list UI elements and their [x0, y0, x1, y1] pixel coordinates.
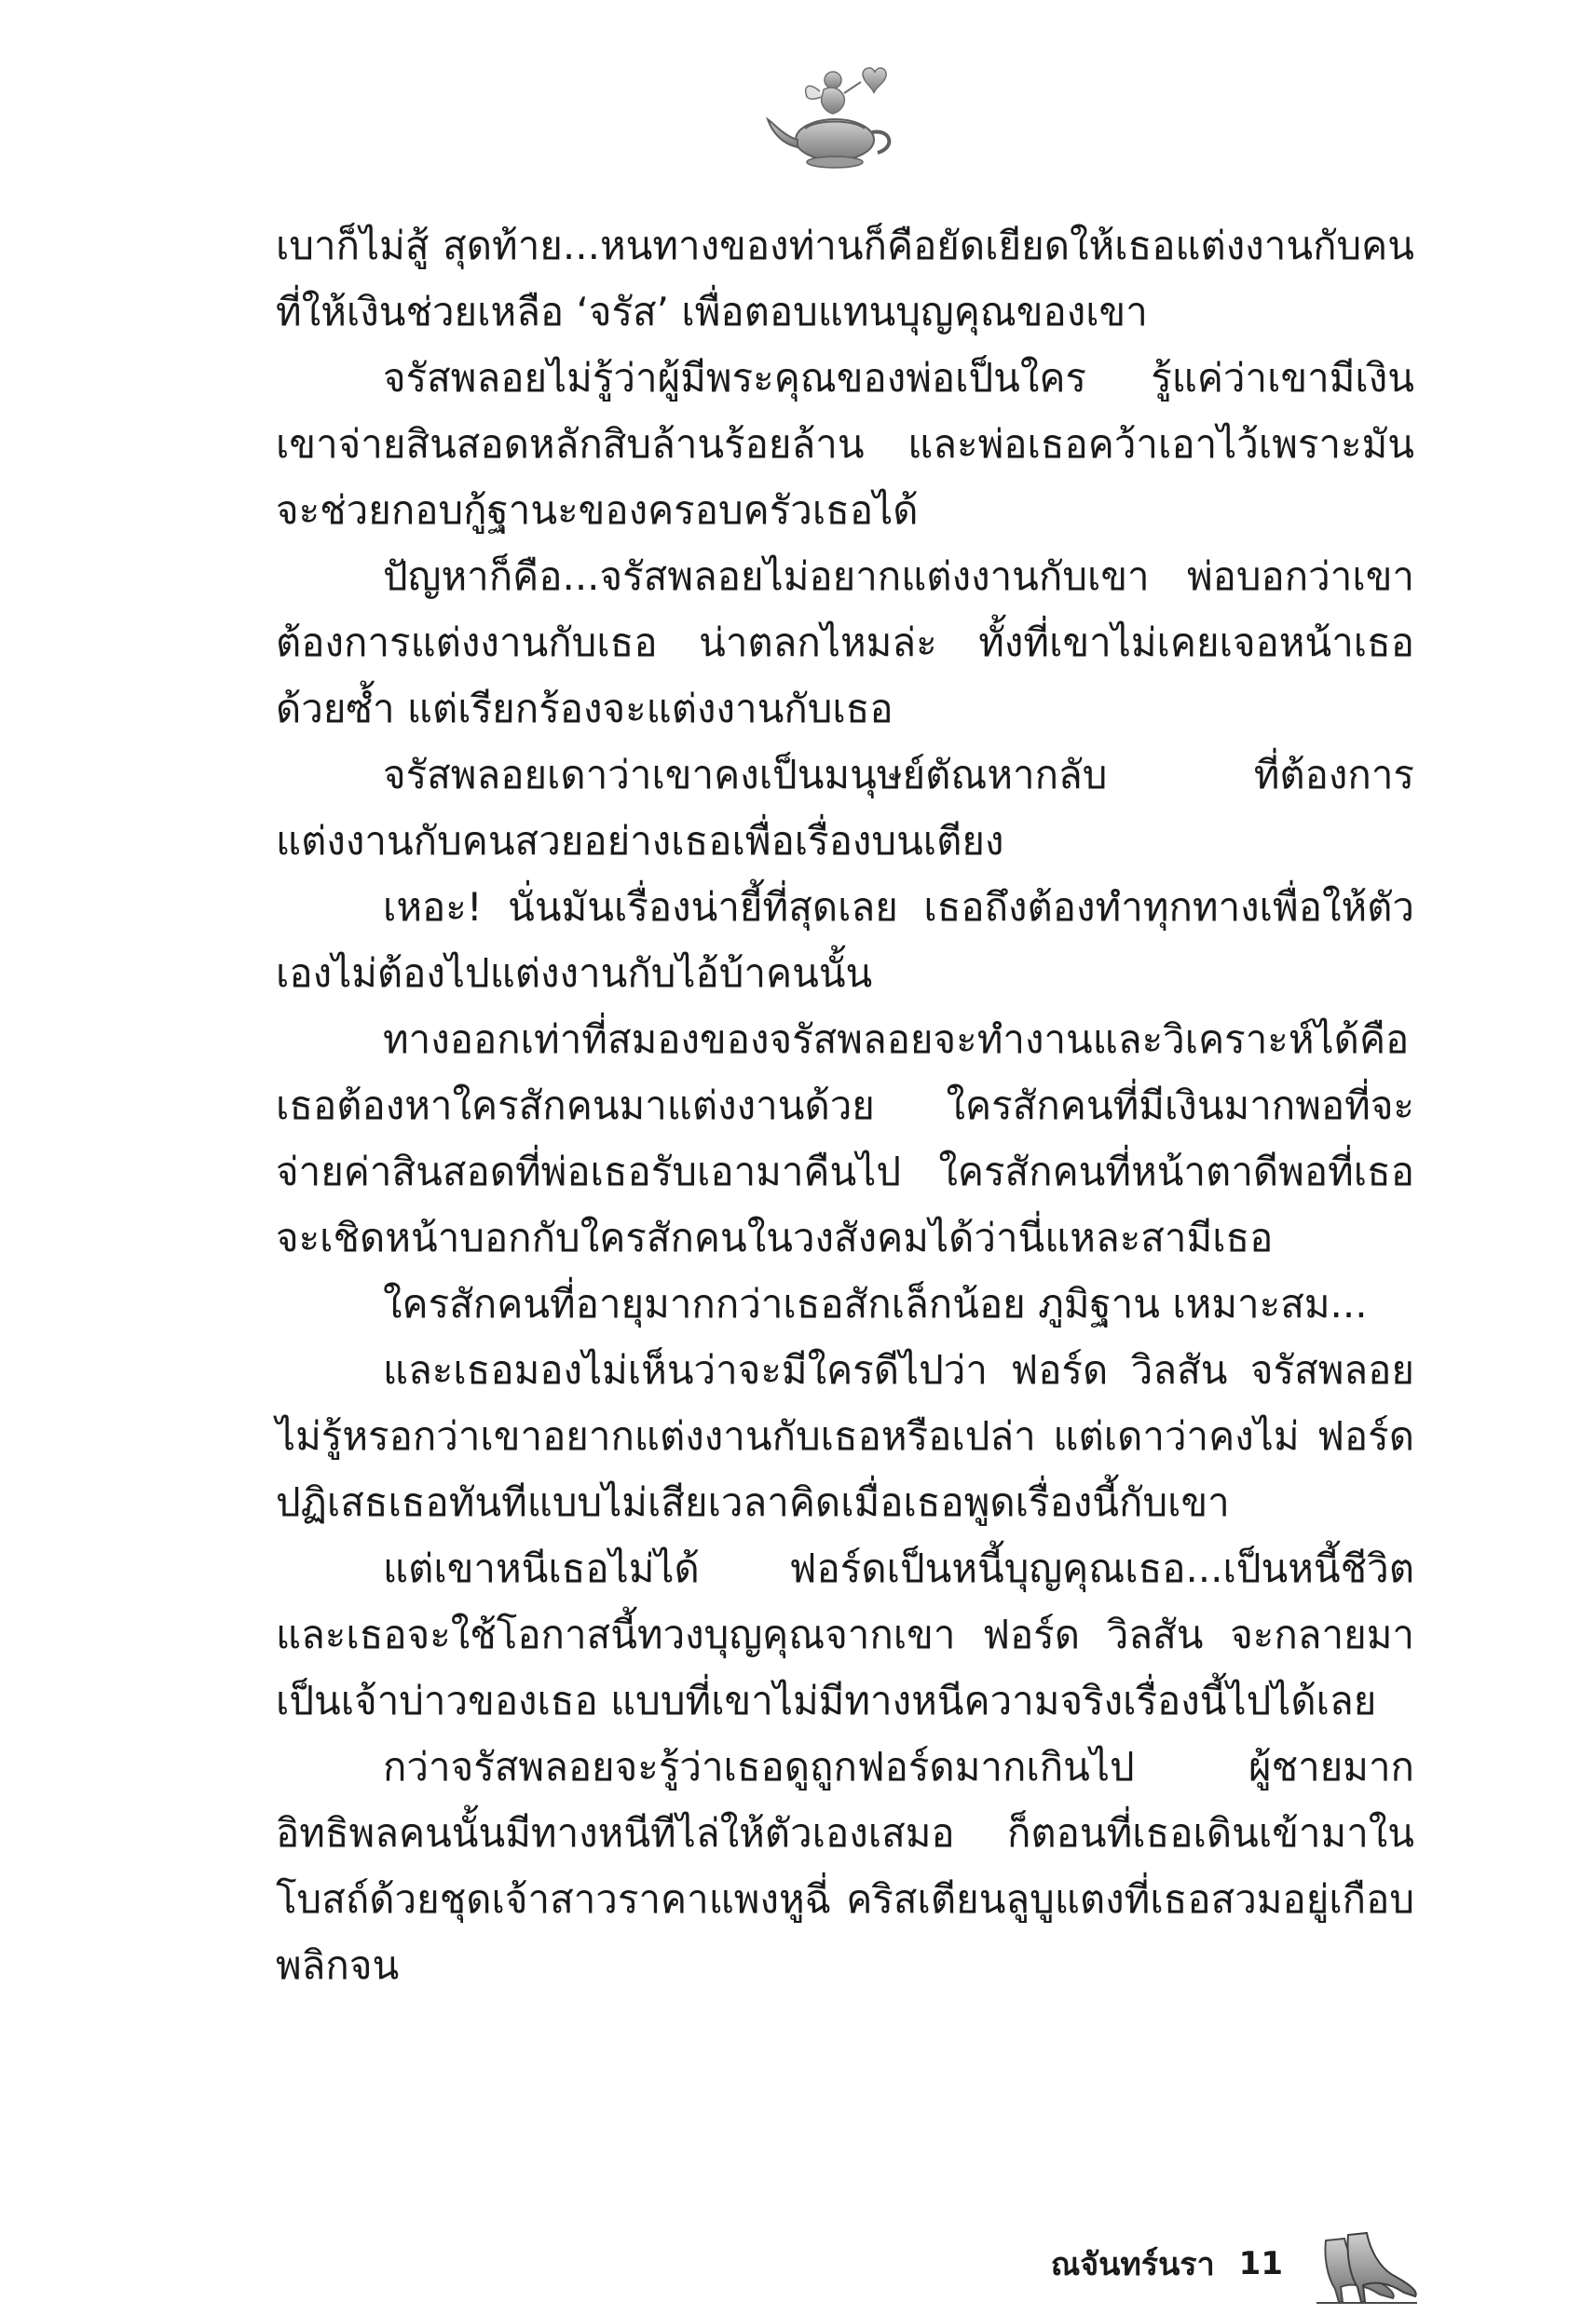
paragraph-3: ปัญหาก็คือ...จรัสพลอยไม่อยากแต่งงานกับเขา พ่อบอกว่าเขาต้องการแต่งงานกับเธอ น่าตลกไหมล่ะ ทั้งที่เขาไม่เคยเจอหน้าเธอด้วยซ้ำ แต่เรียกร้องจะแต่งงานกับเธอ — [276, 553, 1414, 731]
footer-author: ณจันทร์นรา — [1050, 2246, 1215, 2283]
paragraph-10: กว่าจรัสพลอยจะรู้ว่าเธอดูถูกฟอร์ดมากเกินไป ผู้ชายมากอิทธิพลคนนั้นมีทางหนีทีไล่ให้ตัวเองเสมอ ก็ตอนที่เธอเดินเข้ามาในโบสถ์ด้วยชุดเจ้าสาวราคาแพงหูฉี่ คริสเตียนลูบูแตงที่เธอสวมอยู่เกือบพลิกจน — [276, 1744, 1414, 1988]
high-heels-icon — [1307, 2222, 1419, 2306]
paragraph-9: แต่เขาหนีเธอไม่ได้ ฟอร์ดเป็นหนี้บุญคุณเธอ...เป็นหนี้ชีวิต และเธอจะใช้โอกาสนี้ทวงบุญคุณจากเขา ฟอร์ด วิลสัน จะกลายมาเป็นเจ้าบ่าวของเธอ แบบที่เขาไม่มีทางหนีความจริงเรื่องนี้ไปได้เลย — [276, 1546, 1414, 1723]
body-text — [276, 212, 1414, 1998]
paragraph-5: เหอะ! นั่นมันเรื่องน่ายี้ที่สุดเลย เธอถึงต้องทำทุกทางเพื่อให้ตัวเองไม่ต้องไปแต่งงานกับไอ้บ้าคนนั้น — [276, 884, 1414, 996]
paragraph-2: จรัสพลอยไม่รู้ว่าผู้มีพระคุณของพ่อเป็นใคร รู้แค่ว่าเขามีเงิน เขาจ่ายสินสอดหลักสิบล้านร้อยล้าน และพ่อเธอคว้าเอาไว้เพราะมันจะช่วยกอบกู้ฐานะของครอบครัวเธอได้ — [276, 355, 1414, 533]
paragraph-8: และเธอมองไม่เห็นว่าจะมีใครดีไปว่า ฟอร์ด วิลสัน จรัสพลอยไม่รู้หรอกว่าเขาอยากแต่งงานกับเธอหรือเปล่า แต่เดาว่าคงไม่ ฟอร์ดปฏิเสธเธอทันทีแบบไม่เสียเวลาคิดเมื่อเธอพูดเรื่องนี้กับเขา — [276, 1347, 1414, 1525]
teapot-cupid-ornament-icon — [751, 54, 909, 175]
paragraph-4: จรัสพลอยเดาว่าเขาคงเป็นมนุษย์ตัณหากลับ ที่ต้องการแต่งงานกับคนสวยอย่างเธอเพื่อเรื่องบนเตียง — [276, 752, 1414, 864]
paragraph-7: ใครสักคนที่อายุมากกว่าเธอสักเล็กน้อย ภูมิฐาน เหมาะสม... — [383, 1281, 1368, 1327]
paragraph-1: เบาก็ไม่สู้ สุดท้าย...หนทางของท่านก็คือยัดเยียดให้เธอแต่งงานกับคนที่ให้เงินช่วยเหลือ ‘จรัส’ เพื่อตอบแทนบุญคุณของเขา — [276, 223, 1414, 334]
page-number: 11 — [1238, 2245, 1283, 2282]
page-footer — [1051, 2213, 1419, 2315]
paragraph-6: ทางออกเท่าที่สมองของจรัสพลอยจะทำงานและวิเคราะห์ได้คือ เธอต้องหาใครสักคนมาแต่งงานด้วย ใครสักคนที่มีเงินมากพอที่จะจ่ายค่าสินสอดที่พ่อเธอรับเอามาคืนไป ใครสักคนที่หน้าตาดีพอที่เธอจะเชิดหน้าบอกกับใครสักคนในวงสังคมได้ว่านี่แหละสามีเธอ — [276, 1016, 1414, 1260]
